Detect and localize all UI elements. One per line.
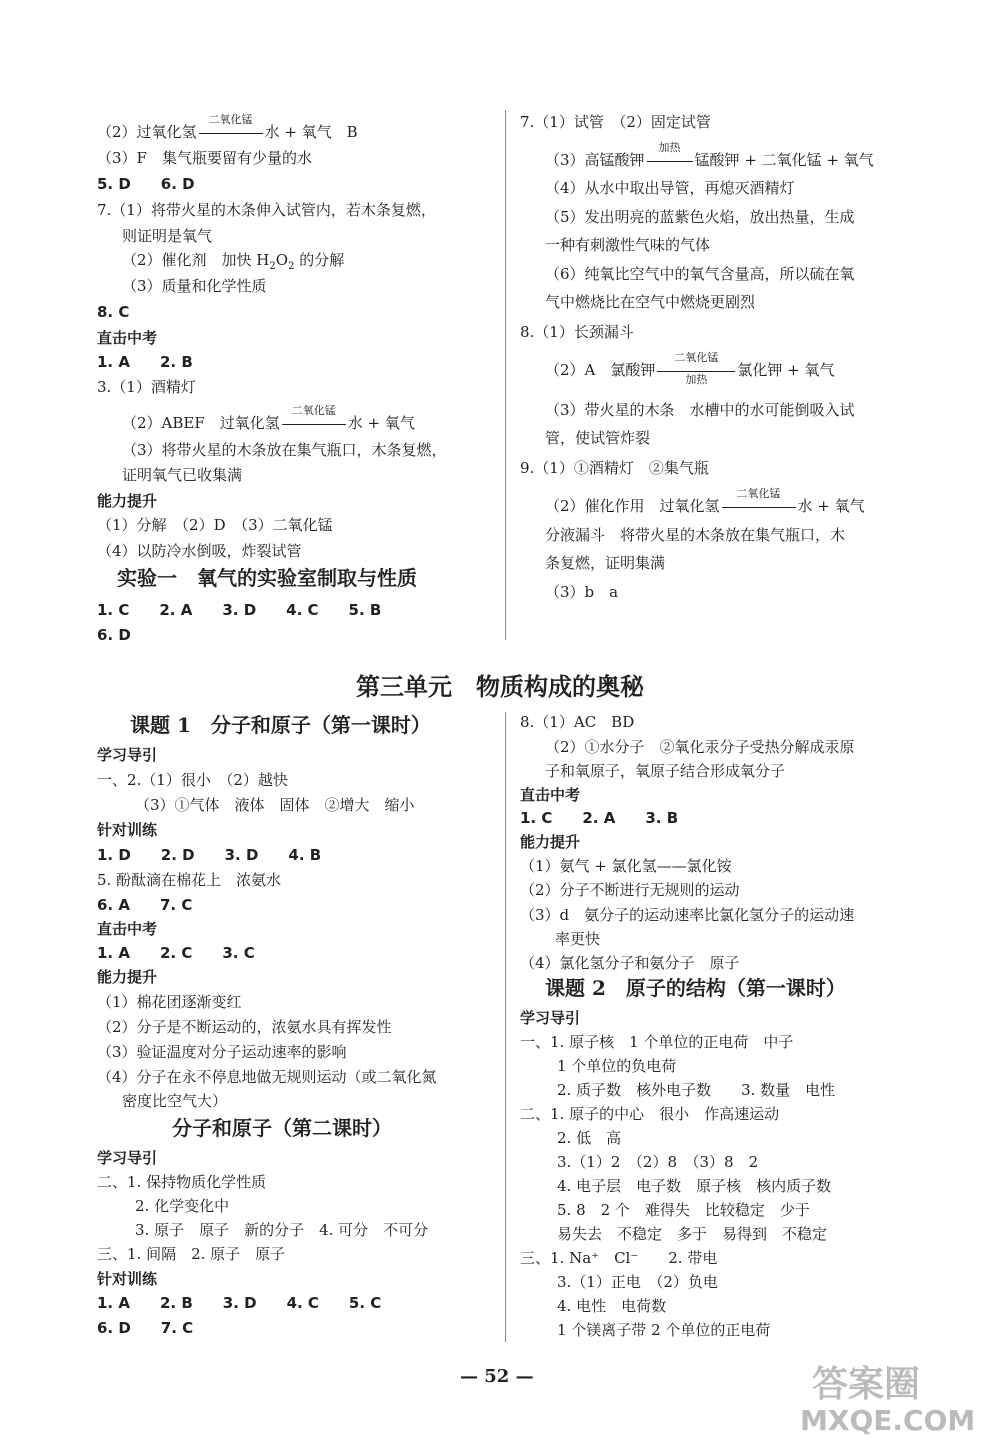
answer-line: （1）棉花团逐渐变红	[97, 993, 242, 1011]
section-heading: 能力提升	[97, 968, 158, 986]
answer-line: （2）催化作用 过氧化氢 二氧化锰 水 + 氧气	[545, 487, 865, 515]
answer-line: 1. C 2. A 3. D 4. C 5. B	[97, 601, 382, 619]
section-heading: 能力提升	[520, 833, 581, 851]
answer-line: （3）带火星的木条 水槽中的水可能倒吸入试	[545, 401, 855, 419]
answer-line: （2）催化剂 加快 $H_2O_2$ 的分解	[122, 251, 345, 272]
answer-line: 1. A 2. B	[97, 353, 193, 371]
answer-line: 2. 化学变化中	[135, 1197, 230, 1215]
answer-line: 4. 电子层 电子数 原子核 核内质子数	[557, 1177, 832, 1195]
answer-line: 8.（1）AC BD	[520, 713, 635, 731]
answer-line: 6. D 7. C	[97, 1319, 194, 1337]
answer-line: 2. 质子数 核外电子数 3. 数量 电性	[557, 1081, 836, 1099]
column-divider	[505, 712, 506, 1342]
section-heading: 直击中考	[97, 920, 158, 938]
answer-line: 7.（1）试管 （2）固定试管	[520, 113, 711, 131]
answer-line: 证明氧气已收集满	[122, 466, 243, 484]
section-heading: 学习导引	[97, 746, 158, 764]
answer-line: 8. C	[97, 303, 130, 321]
answer-line: 三、1. 间隔 2. 原子 原子	[97, 1245, 286, 1263]
answer-line: 1 个镁离子带 2 个单位的正电荷	[557, 1321, 771, 1339]
answer-line: 1. D 2. D 3. D 4. B	[97, 846, 322, 864]
answer-line: （1）分解 （2）D （3）二氧化锰	[97, 516, 333, 534]
watermark-logo: 答案圈	[812, 1364, 921, 1405]
section-heading: 针对训练	[97, 1270, 158, 1288]
answer-line: 2. 低 高	[557, 1129, 622, 1147]
answer-line: 一种有刺激性气味的气体	[545, 236, 711, 254]
answer-line: 1 个单位的负电荷	[557, 1057, 677, 1075]
answer-line: 3. 原子 原子 新的分子 4. 可分 不可分	[135, 1221, 429, 1239]
unit-title: 第三单元 物质构成的奥秘	[356, 672, 644, 701]
lesson-title: 分子和原子（第二课时）	[172, 1116, 392, 1140]
answer-line: （3）d 氨分子的运动速率比氯化氢分子的运动速	[520, 906, 855, 924]
answer-line: （3）高锰酸钾 加热 锰酸钾 + 二氧化锰 + 氧气	[545, 141, 874, 169]
answer-line: 9.（1）①酒精灯 ②集气瓶	[520, 459, 709, 477]
answer-line: （4）分子在永不停息地做无规则运动（或二氧化氮	[97, 1068, 437, 1086]
answer-line: 6. D	[97, 626, 131, 644]
answer-line: 管，使试管炸裂	[545, 429, 651, 447]
answer-line: 1. C 2. A 3. B	[520, 809, 679, 827]
column-divider	[505, 110, 506, 640]
answer-line: 5. 8 2 个 难得失 比较稳定 少于	[557, 1201, 810, 1219]
experiment-title: 实验一 氧气的实验室制取与性质	[117, 566, 417, 590]
answer-line: 3.（1）正电 （2）负电	[557, 1273, 718, 1291]
answer-line: （6）纯氧比空气中的氧气含量高，所以硫在氧	[545, 265, 855, 283]
answer-line: 5. 酚酞滴在棉花上 浓氨水	[97, 871, 282, 889]
answer-line: 分液漏斗 将带火星的木条放在集气瓶口，木	[545, 526, 846, 544]
section-heading: 学习导引	[97, 1149, 158, 1167]
answer-line: （4）氯化氢分子和氨分子 原子	[520, 954, 740, 972]
answer-line: 条复燃，证明集满	[545, 554, 666, 572]
answer-line: 二、1. 原子的中心 很小 作高速运动	[520, 1105, 780, 1123]
answer-line: （3）F 集气瓶要留有少量的水	[97, 149, 312, 167]
answer-line: （3）验证温度对分子运动速率的影响	[97, 1043, 347, 1061]
answer-line: 1. A 2. B 3. D 4. C 5. C	[97, 1294, 382, 1312]
answer-line: 一、1. 原子核 1 个单位的正电荷 中子	[520, 1033, 794, 1051]
section-heading: 针对训练	[97, 821, 158, 839]
page-number: — 52 —	[460, 1366, 534, 1387]
answer-line: 6. A 7. C	[97, 896, 193, 914]
answer-line: （4）以防冷水倒吸，炸裂试管	[97, 542, 302, 560]
answer-line: 三、1. Na⁺ Cl⁻ 2. 带电	[520, 1249, 718, 1267]
answer-line: 1. A 2. C 3. C	[97, 944, 255, 962]
watermark-url: MXQE.COM	[800, 1404, 976, 1437]
answer-line: 8.（1）长颈漏斗	[520, 323, 634, 341]
answer-line: （2）①水分子 ②氧化汞分子受热分解成汞原	[545, 738, 855, 756]
section-heading: 直击中考	[97, 329, 158, 347]
answer-line: （2）分子不断进行无规则的运动	[520, 881, 740, 899]
answer-line: 率更快	[555, 930, 601, 948]
answer-line: 3.（1）酒精灯	[97, 378, 196, 396]
answer-line: （5）发出明亮的蓝紫色火焰，放出热量，生成	[545, 208, 855, 226]
section-heading: 直击中考	[520, 786, 581, 804]
answer-line: 密度比空气大）	[122, 1092, 228, 1110]
answer-line: 3.（1）2 （2）8 （3）8 2	[557, 1153, 759, 1171]
answer-line: （3）b a	[545, 583, 619, 601]
section-heading: 学习导引	[520, 1009, 581, 1027]
answer-line: （3）①气体 液体 固体 ②增大 缩小	[135, 796, 415, 814]
answer-line: （2）A 氯酸钾 二氧化锰 加热 氯化钾 + 氧气	[545, 351, 835, 386]
answer-line: 4. 电性 电荷数	[557, 1297, 667, 1315]
answer-line: （1）氨气 + 氯化氢——氯化铵	[520, 857, 732, 875]
answer-line: （2）ABEF 过氧化氢 二氧化锰 水 + 氧气	[122, 404, 415, 432]
answer-line: 5. D 6. D	[97, 175, 195, 193]
answer-line: 则证明是氧气	[122, 227, 213, 245]
answer-line: （3）质量和化学性质	[122, 277, 267, 295]
answer-line: 子和氧原子，氧原子结合形成氧分子	[545, 762, 786, 780]
answer-line: 易失去 不稳定 多于 易得到 不稳定	[557, 1225, 828, 1243]
answer-line: （2）分子是不断运动的，浓氨水具有挥发性	[97, 1018, 392, 1036]
lesson-title: 课题 2 原子的结构（第一课时）	[545, 976, 846, 1000]
section-heading: 能力提升	[97, 492, 158, 510]
lesson-title: 课题 1 分子和原子（第一课时）	[130, 713, 431, 737]
answer-line: （4）从水中取出导管，再熄灭酒精灯	[545, 179, 795, 197]
answer-line: （2）过氧化氢 二氧化锰 水 + 氧气 B	[97, 113, 358, 141]
answer-line: 7.（1）将带火星的木条伸入试管内，若木条复燃，	[97, 201, 436, 219]
answer-line: （3）将带火星的木条放在集气瓶口，木条复燃，	[122, 441, 447, 459]
answer-line: 气中燃烧比在空气中燃烧更剧烈	[545, 293, 756, 311]
answer-line: 二、1. 保持物质化学性质	[97, 1173, 267, 1191]
answer-line: 一、2.（1）很小 （2）越快	[97, 771, 288, 789]
